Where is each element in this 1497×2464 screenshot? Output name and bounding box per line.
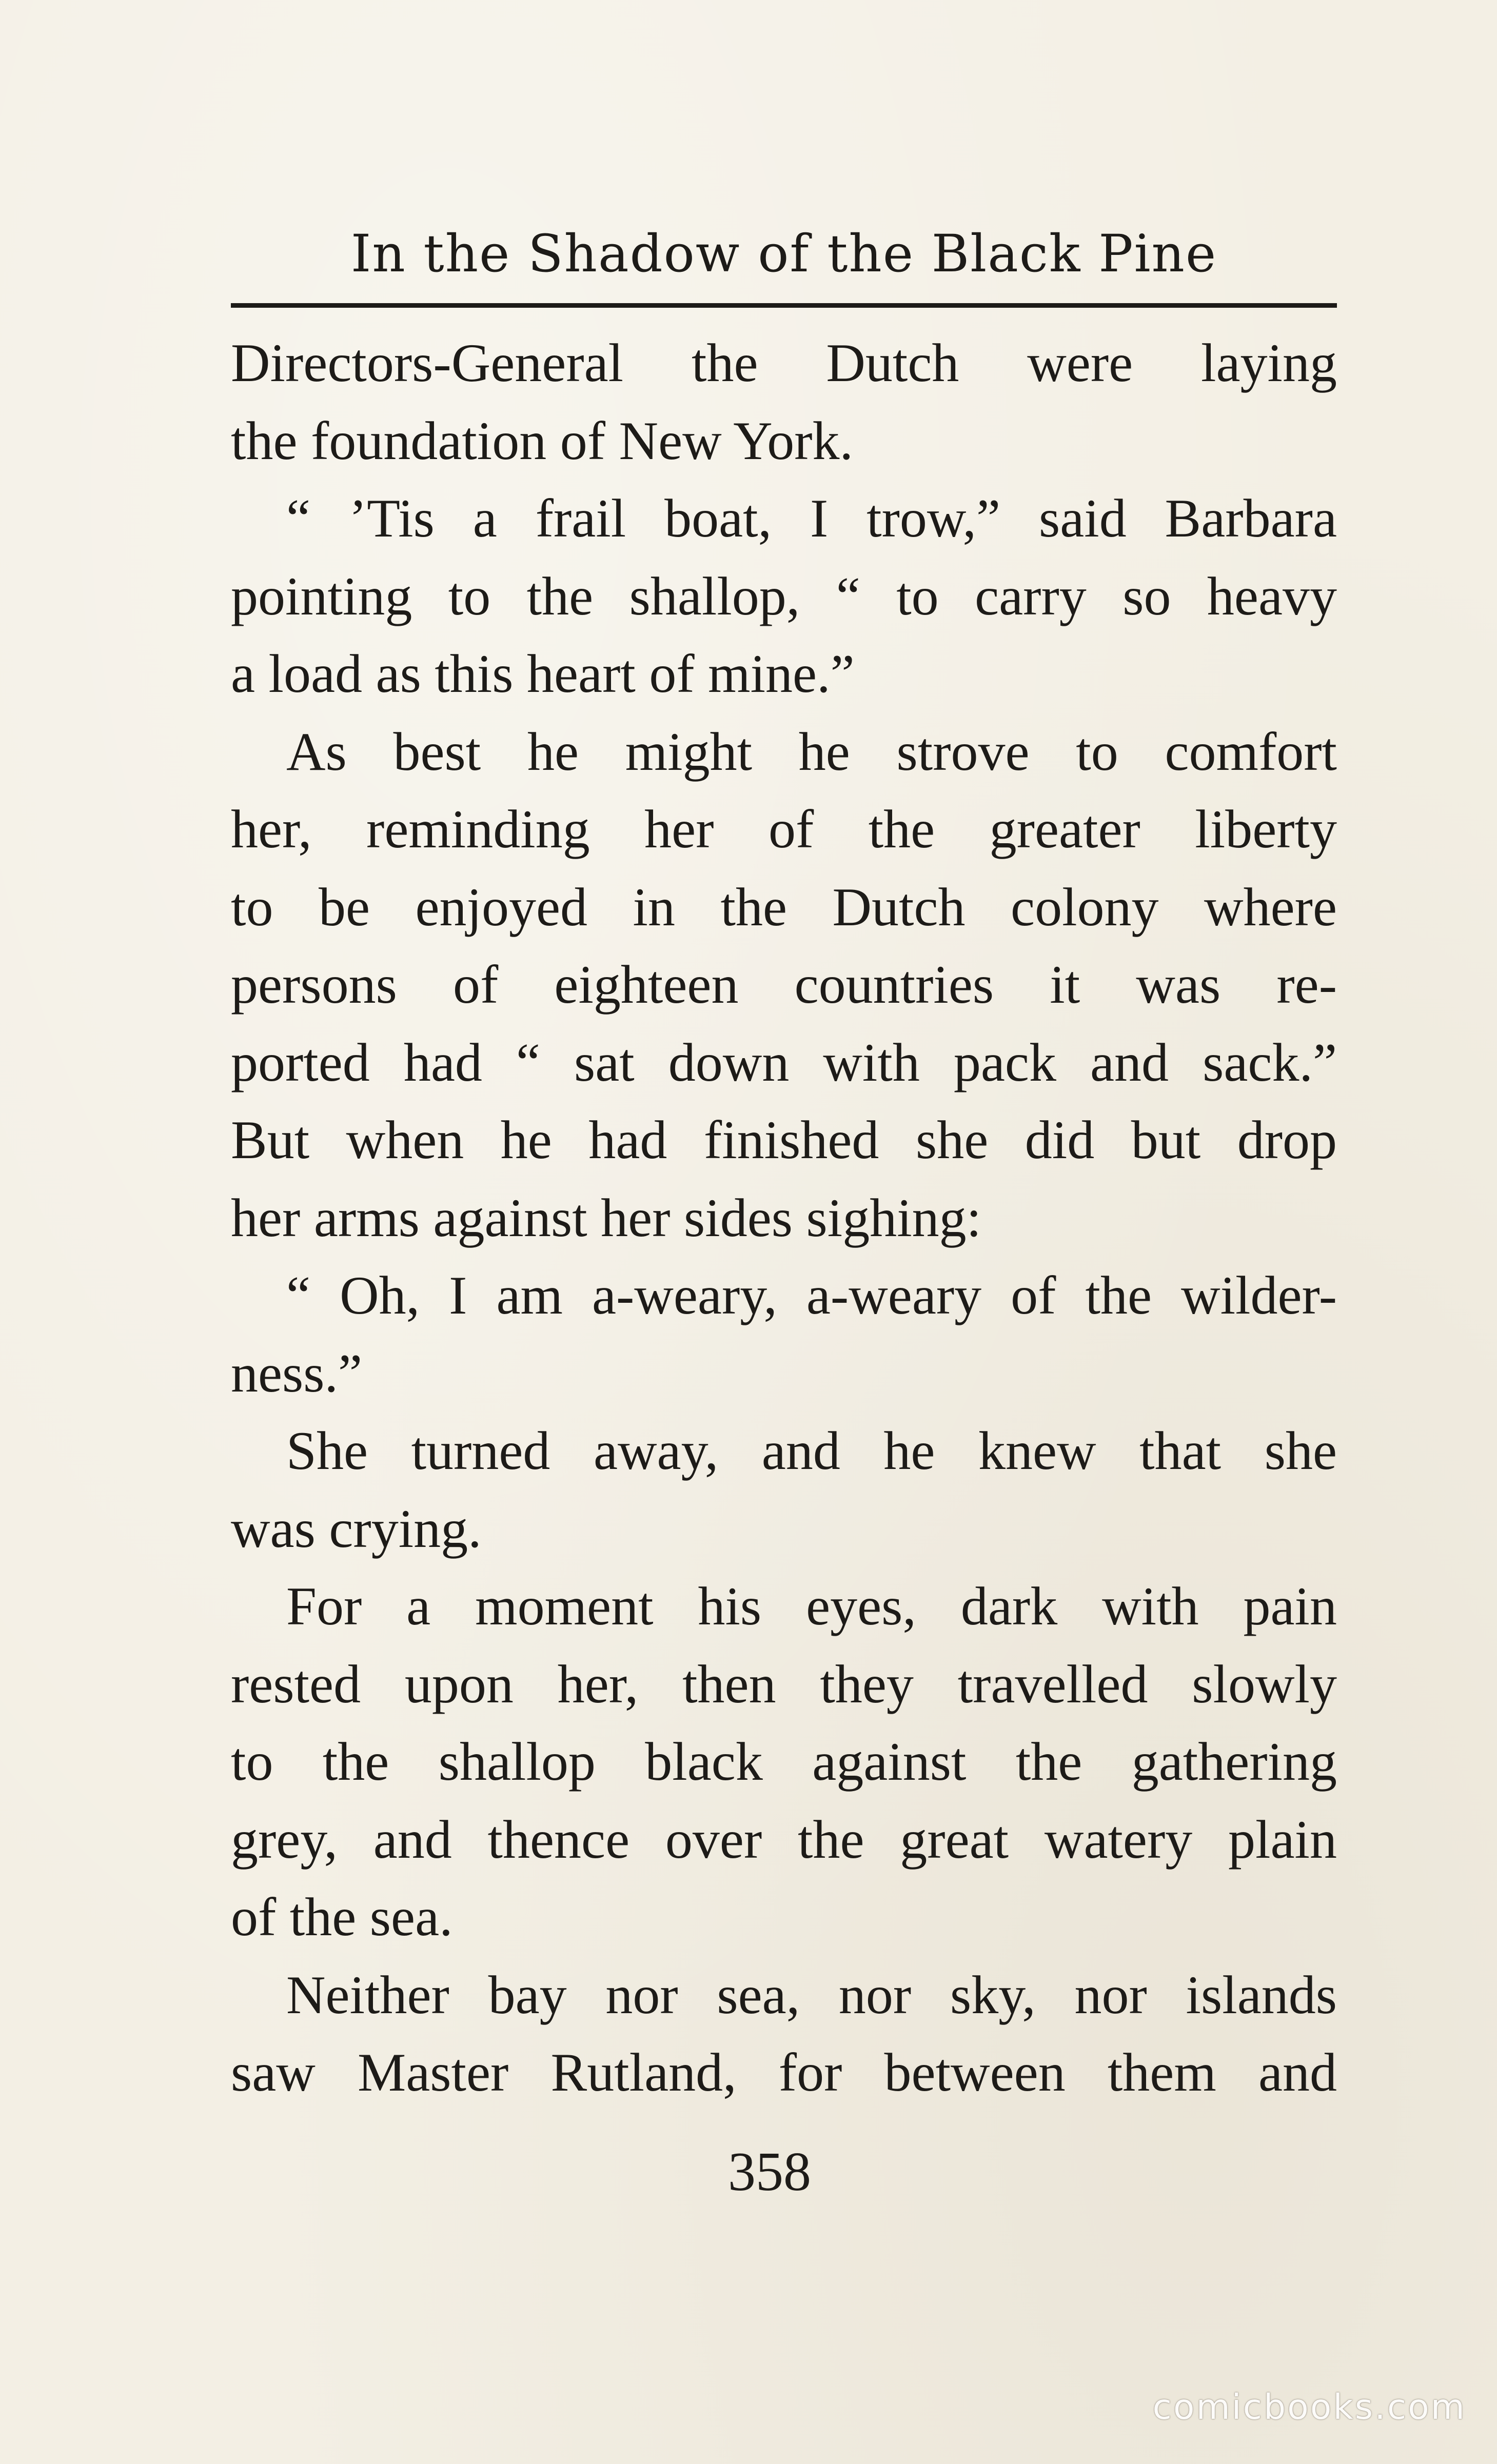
text-line: was crying.	[231, 1498, 482, 1559]
text-line: to be enjoyed in the Dutch colony where	[231, 877, 1337, 937]
page-number: 358	[728, 2141, 811, 2202]
text-line: her, reminding her of the greater liberty	[231, 799, 1337, 859]
text-line: ness.”	[231, 1343, 363, 1403]
text-line: Neither bay nor sea, nor sky, nor islands	[286, 1964, 1337, 2025]
text-line: her arms against her sides sighing:	[231, 1187, 982, 1248]
text-line: For a moment his eyes, dark with pain	[286, 1576, 1337, 1636]
text-line: “ ’Tis a frail boat, I trow,” said Barbara	[286, 488, 1337, 548]
watermark: comicbooks.com	[1152, 2387, 1466, 2428]
text-line: to the shallop black against the gathering	[231, 1732, 1337, 1792]
text-line: grey, and thence over the great watery plain	[231, 1809, 1337, 1870]
header-rule	[231, 303, 1337, 308]
text-line: ported had “ sat down with pack and sack.”	[231, 1032, 1337, 1092]
text-line: a load as this heart of mine.”	[231, 644, 855, 704]
text-line: As best he might he strove to comfort	[286, 721, 1337, 782]
text-line: But when he had finished she did but drop	[231, 1110, 1337, 1170]
running-head: In the Shadow of the Black Pine	[350, 224, 1217, 284]
text-line: rested upon her, then they travelled slowly	[231, 1654, 1337, 1714]
text-line: the foundation of New York.	[231, 410, 853, 471]
text-line: saw Master Rutland, for between them and	[231, 2042, 1337, 2102]
body-text	[231, 324, 1337, 2112]
text-line: “ Oh, I am a-weary, a-weary of the wilder-	[286, 1265, 1337, 1325]
text-line: Directors-General the Dutch were laying	[231, 333, 1337, 393]
text-line: persons of eighteen countries it was re-	[231, 955, 1337, 1015]
text-line: She turned away, and he knew that she	[286, 1421, 1337, 1481]
text-line: pointing to the shallop, “ to carry so heavy	[231, 566, 1337, 626]
text-line: of the sea.	[231, 1887, 453, 1947]
